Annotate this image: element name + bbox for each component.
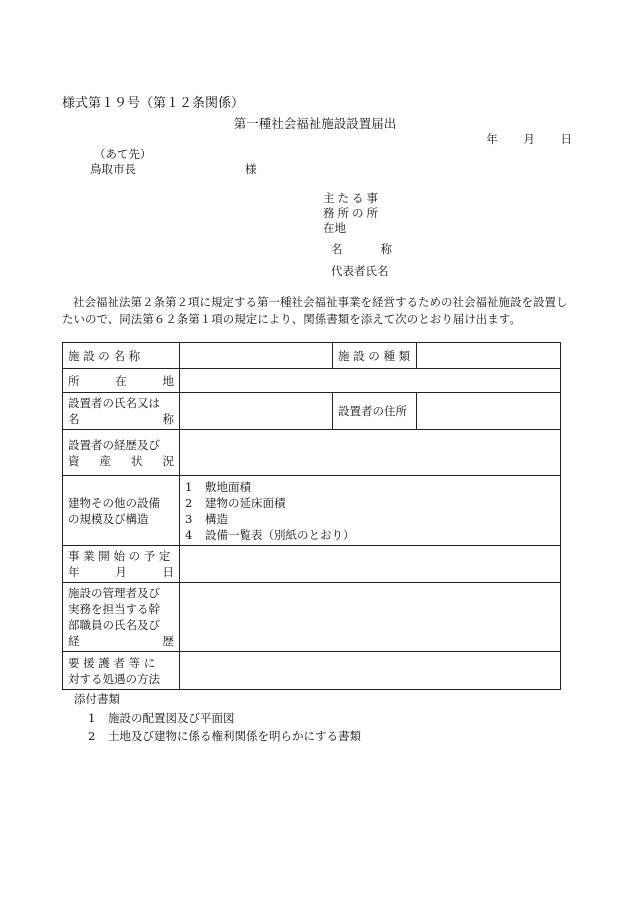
attachment-text: 土地及び建物に係る権利関係を明らかにする書類 [108,729,361,743]
field-building[interactable] [180,476,561,546]
label-career [63,430,180,476]
attachment-text: 施設の配置図及び平面図 [108,711,235,725]
document-title: 第一種社会福祉施設設置届出 [233,116,397,131]
manager-line3: 部職員の氏名及び [68,618,160,632]
career-char-2: 産 [99,453,111,468]
founder-name-char-2: 称 [162,412,174,426]
form-number: 様式第１９号（第１２条関係） [62,96,245,111]
building-item-num: 2 [185,495,193,510]
name-label-a: 名 [331,242,343,256]
addressee-name: 鳥取市長 [90,162,136,176]
building-item-text: 建物の延床面積 [205,495,286,510]
location-char-2: 在 [115,373,127,388]
attachment-num: 1 [88,711,96,725]
career-line1: 設置者の経歴及び [68,437,160,452]
attachments-title: 添付書類 [74,692,120,706]
start-char-2: 月 [115,565,127,579]
date-day: 日 [560,132,572,146]
building-item-num: 3 [185,511,193,526]
row-start-date [63,546,561,583]
building-item-num: 4 [185,527,193,542]
founder-name-line1: 設置者の氏名又は [68,396,160,410]
attachment-num: 2 [88,729,96,743]
building-item [185,527,555,543]
location-char-1: 所 [68,373,80,388]
label-facility-type: 施 設 の 種 類 [333,343,417,369]
name-label-b: 称 [380,242,392,256]
field-start-date[interactable] [180,546,561,583]
row-founder-name [63,393,561,430]
date-year: 年 [486,132,498,146]
founder-name-char-1: 名 [68,412,80,426]
field-facility-type[interactable] [417,343,561,369]
start-char-1: 年 [68,565,80,579]
career-char-1: 資 [68,453,80,468]
building-item-text: 構造 [205,511,228,526]
office-address-label-1: 主たる事 [323,191,381,205]
manager-char-2: 歴 [162,634,174,648]
row-building [63,476,561,546]
building-line1: 建物その他の設備 [68,495,160,510]
row-career [63,430,561,476]
field-facility-name[interactable] [180,343,333,369]
office-address-label-2: 務所の所 [323,206,381,220]
label-building [63,476,180,546]
applicant-name-label [331,242,392,256]
date-month: 月 [523,132,535,146]
office-address-label-3: 在地 [323,221,346,235]
manager-line2: 実務を担当する幹 [68,602,160,616]
row-manager [63,583,561,652]
start-line1: 事 業 開 始 の 予 定 [68,549,171,563]
label-manager [63,583,180,652]
label-founder-address: 設置者の住所 [333,393,417,430]
building-item [185,495,555,511]
career-char-3: 状 [131,453,143,468]
career-char-4: 況 [162,453,174,468]
field-career[interactable] [180,430,561,476]
building-item [185,511,555,527]
attachment-item [88,729,361,743]
date-line [464,132,572,146]
care-line1: 要 援 護 者 等 に [68,655,156,670]
manager-char-1: 経 [68,634,80,648]
start-char-3: 日 [162,565,174,579]
row-facility-name [63,343,561,369]
building-item [185,479,555,495]
label-location [63,369,180,393]
field-manager[interactable] [180,583,561,652]
building-line2: の規模及び構造 [68,511,149,526]
label-facility-name: 施 設 の 名 称 [63,343,180,369]
label-start-date [63,546,180,583]
addressee-label: （あて先） [94,147,152,161]
field-founder-name[interactable] [180,393,333,430]
manager-line1: 施設の管理者及び [68,586,160,600]
row-location [63,369,561,393]
label-founder-name [63,393,180,430]
building-item-text: 設備一覧表（別紙のとおり） [205,527,355,542]
building-item-num: 1 [185,479,193,494]
application-form-table [62,342,561,690]
location-char-3: 地 [162,373,174,388]
body-text: 社会福祉法第２条第２項に規定する第一種社会福祉事業を経営するための社会福祉施設を設置したいので、同法第６２条第１項の規定により、関係書類を添えて次のとおり届け出ます。 [62,295,568,326]
attachment-item [88,711,235,725]
representative-label: 代表者氏名 [331,264,389,278]
field-care[interactable] [180,652,561,690]
addressee-honorific: 様 [245,162,257,176]
field-founder-address[interactable] [417,393,561,430]
care-line2: 対する処遇の方法 [68,671,160,686]
label-care [63,652,180,690]
building-item-text: 敷地面積 [205,479,251,494]
row-care [63,652,561,690]
field-location[interactable] [180,369,561,393]
